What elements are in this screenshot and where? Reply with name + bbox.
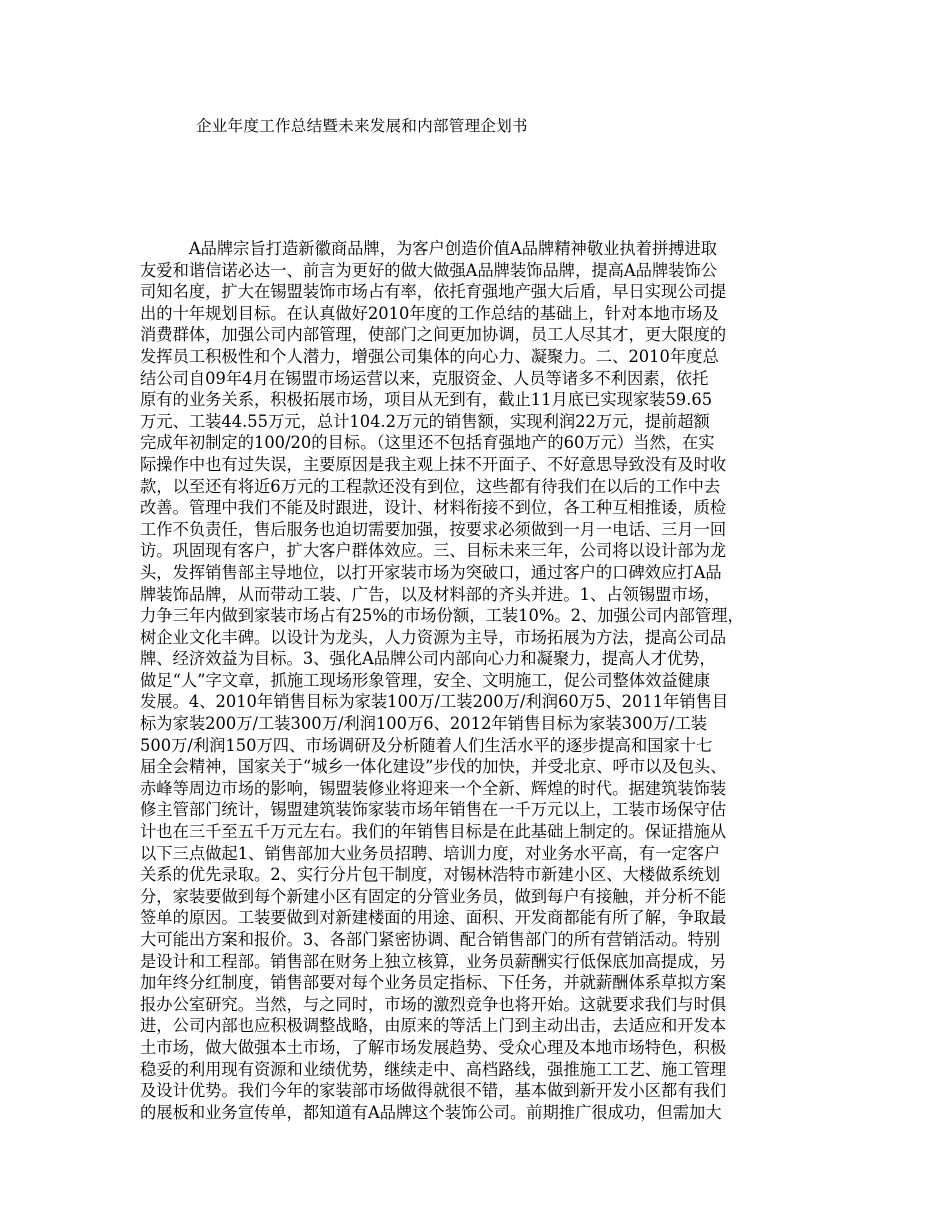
body-text-line: 赤峰等周边市场的影响，锡盟装修业将迎来一个全新、辉煌的时代。据建筑装饰装 <box>140 778 727 798</box>
body-text-line: 500万/利润150万四、市场调研及分析随着人们生活水平的逐步提高和国家十七 <box>140 735 713 755</box>
body-text-line: 计也在三千至五千万元左右。我们的年销售目标是在此基础上制定的。保证措施从 <box>140 822 727 842</box>
body-text-line: 签单的原因。工装要做到对新建楼面的用途、面积、开发商都能有所了解，争取最 <box>140 908 727 928</box>
body-text-line: 以下三点做起1、销售部加大业务员招聘、培训力度，对业务水平高，有一定客户 <box>140 843 721 863</box>
body-text-line: 进，公司内部也应积极调整战略，由原来的等活上门到主动出击，去适应和开发本 <box>140 1016 727 1036</box>
body-text-line: 及设计优势。我们今年的家装部市场做得就很不错，基本做到新开发小区都有我们 <box>140 1081 727 1101</box>
body-text-line: 力争三年内做到家装市场占有25%的市场份额，工装10%。2、加强公司内部管理， <box>140 606 744 626</box>
body-text-line: 做足“人”字文章，抓施工现场形象管理，安全、文明施工，促公司整体效益健康 <box>140 670 711 690</box>
body-text-line: 工作不负责任，售后服务也迫切需要加强，按要求必须做到一月一电话、三月一回 <box>140 519 727 539</box>
body-text-line: 友爱和谐信诺必达一、前言为更好的做大做强A品牌装饰品牌，提高A品牌装饰公 <box>140 260 718 280</box>
body-text-line: 原有的业务关系，积极拓展市场，项目从无到有，截止11月底已实现家装59.65 <box>140 390 713 410</box>
body-text-line: 报办公室研究。当然，与之同时，市场的激烈竞争也将开始。这就要求我们与时俱 <box>140 994 727 1014</box>
body-text-line: 牌、经济效益为目标。3、强化A品牌公司内部向心力和凝聚力，提高人才优势， <box>140 649 716 669</box>
body-text-line: 结公司自09年4月在锡盟市场运营以来，克服资金、人员等诸多不利因素，依托 <box>140 368 709 388</box>
document-body <box>140 238 820 1123</box>
body-text-line: 分，家装要做到每个新建小区有固定的分管业务员，做到每户有接触，并分析不能 <box>140 886 727 906</box>
body-text-line: 款，以至还有将近6万元的工程款还没有到位，这些都有待我们在以后的工作中去 <box>140 476 721 496</box>
body-text-line: 土市场，做大做强本土市场，了解市场发展趋势、受众心理及本地市场特色，积极 <box>140 1037 727 1057</box>
body-text-line: A品牌宗旨打造新徽商品牌，为客户创造价值A品牌精神敬业执着拼搏进取 <box>140 239 718 258</box>
body-text-line: 头，发挥销售部主导地位，以打开家装市场为突破口，通过客户的口碑效应打A品 <box>140 562 722 582</box>
body-text-line: 消费群体，加强公司内部管理，使部门之间更加协调，员工人尽其才，更大限度的 <box>140 325 727 345</box>
body-text-line: 发展。4、2010年销售目标为家装100万/工装200万/利润60万5、2011年销售目 <box>140 692 729 712</box>
body-text-line: 大可能出方案和报价。3、各部门紧密协调、配合销售部门的所有营销活动。特别 <box>140 930 721 949</box>
body-text-line: 关系的优先录取。2、实行分片包干制度，对锡林浩特市新建小区、大楼做系统划 <box>140 865 721 885</box>
body-text-line: 的展板和业务宣传单，都知道有A品牌这个装饰公司。前期推广很成功，但需加大 <box>140 1102 722 1122</box>
body-text-line: 际操作中也有过失误，主要原因是我主观上抹不开面子、不好意思导致没有及时收 <box>140 454 727 474</box>
body-text-line: 是设计和工程部。销售部在财务上独立核算，业务员薪酬实行低保底加高提成，另 <box>140 951 727 971</box>
document-title: 企业年度工作总结暨未来发展和内部管理企划书 <box>196 117 528 135</box>
body-text-line: 加年终分红制度，销售部要对每个业务员定指标、下任务，并就薪酬体系草拟方案 <box>140 973 727 993</box>
body-text-line: 树企业文化丰碑。以设计为龙头，人力资源为主导，市场拓展为方法，提高公司品 <box>140 627 727 647</box>
body-text-line: 司知名度，扩大在锡盟装饰市场占有率，依托育强地产强大后盾，早日实现公司提 <box>140 282 727 302</box>
body-text-line: 完成年初制定的100/20的目标。（这里还不包括育强地产的60万元）当然，在实 <box>140 433 715 453</box>
body-text-line: 访。巩固现有客户，扩大客户群体效应。三、目标未来三年，公司将以设计部为龙 <box>140 541 727 561</box>
body-text-line: 万元、工装44.55万元，总计104.2万元的销售额，实现利润22万元，提前超额 <box>140 411 710 431</box>
body-text-line: 届全会精神，国家关于“城乡一体化建设”步伐的加快，并受北京、呼市以及包头、 <box>140 757 727 777</box>
body-text-line: 标为家装200万/工装300万/利润100万6、2012年销售目标为家装300万/工装 <box>140 714 708 734</box>
body-text-line: 发挥员工积极性和个人潜力，增强公司集体的向心力、凝聚力。二、2010年度总 <box>140 346 719 366</box>
body-text-line: 改善。管理中我们不能及时跟进，设计、材料衔接不到位，各工种互相推诿，质检 <box>140 498 727 518</box>
body-text-line: 修主管部门统计，锡盟建筑装饰家装市场年销售在一千万元以上，工装市场保守估 <box>140 800 727 820</box>
body-text-line: 牌装饰品牌，从而带动工装、广告，以及材料部的齐头并进。1、占领锡盟市场， <box>140 584 721 604</box>
body-text-line: 出的十年规划目标。在认真做好2010年度的工作总结的基础上，针对本地市场及 <box>140 303 719 323</box>
body-text-line: 稳妥的利用现有资源和业绩优势，继续走中、高档路线，强推施工工艺、施工管理 <box>140 1059 727 1079</box>
